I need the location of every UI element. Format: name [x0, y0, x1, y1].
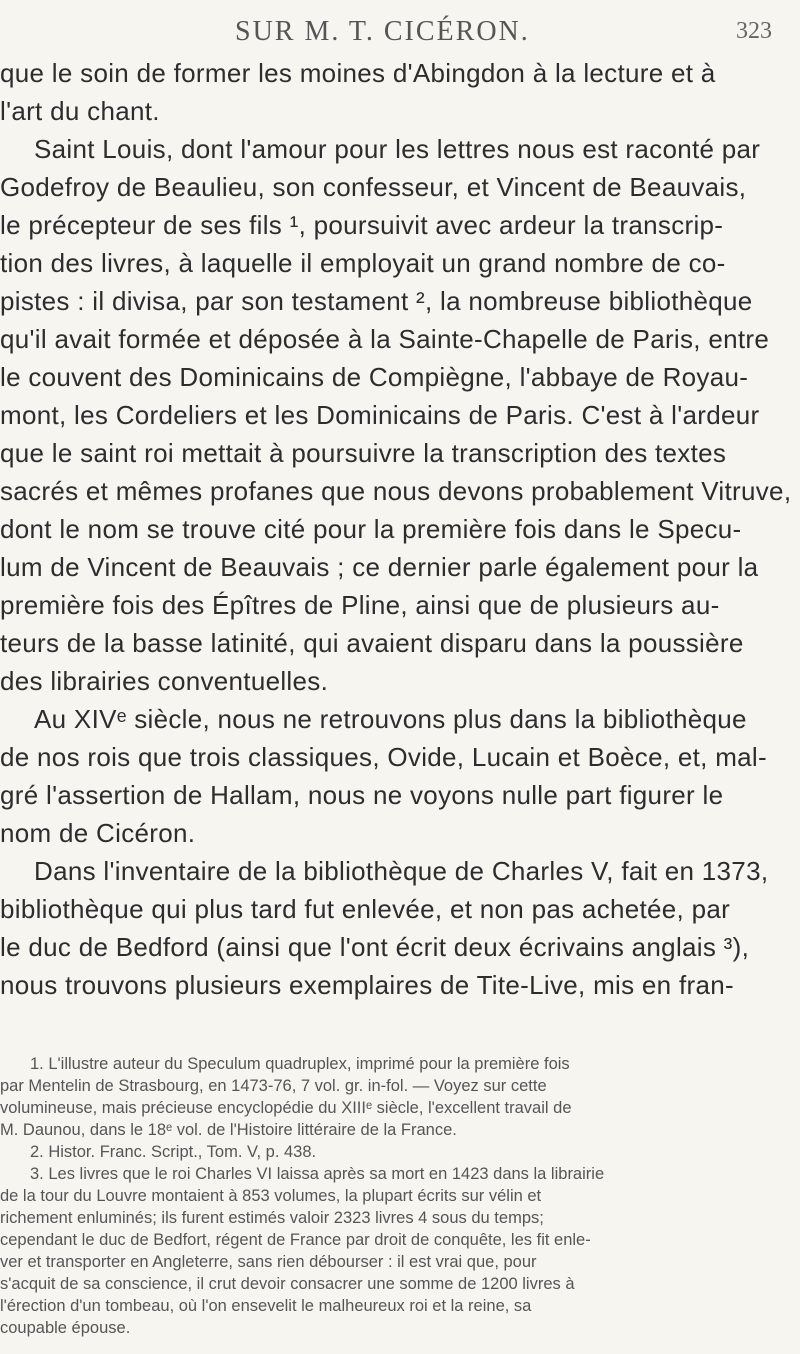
- text-line: bibliothèque qui plus tard fut enlevée, et non pas achetée, par: [0, 894, 731, 924]
- footnote-line: par Mentelin de Strasbourg, en 1473-76, 7 vol. gr. in-fol. — Voyez sur cette: [0, 1077, 547, 1095]
- footnote-line: cependant le duc de Bedfort, régent de France par droit de conquête, les fit enle-: [0, 1231, 591, 1249]
- text-line: mont, les Cordeliers et les Dominicains de Paris. C'est à l'ardeur: [0, 400, 760, 430]
- footnote-line: volumineuse, mais précieuse encyclopédie du XIIIᵉ siècle, l'excellent travail de: [0, 1099, 572, 1117]
- text-line: le duc de Bedford (ainsi que l'ont écrit deux écrivains anglais ³),: [0, 932, 750, 962]
- text-line: Dans l'inventaire de la bibliothèque de Charles V, fait en 1373,: [34, 856, 769, 886]
- text-line: première fois des Épîtres de Pline, ainsi que de plusieurs au-: [0, 590, 720, 620]
- footnote-line: ver et transporter en Angleterre, sans rien débourser : il est vrai que, pour: [0, 1253, 537, 1271]
- text-line: dont le nom se trouve cité pour la première fois dans le Specu-: [0, 514, 742, 544]
- text-line: nom de Cicéron.: [0, 818, 196, 848]
- text-line: l'art du chant.: [0, 96, 160, 126]
- text-line: le couvent des Dominicains de Compiègne, l'abbaye de Royau-: [0, 362, 749, 392]
- text-line: des librairies conventuelles.: [0, 666, 329, 696]
- text-line: gré l'assertion de Hallam, nous ne voyons nulle part figurer le: [0, 780, 724, 810]
- footnote-line: coupable épouse.: [0, 1319, 131, 1337]
- text-line: Saint Louis, dont l'amour pour les lettres nous est raconté par: [34, 134, 761, 164]
- running-head: [0, 16, 800, 56]
- footnote-line: de la tour du Louvre montaient à 853 volumes, la plupart écrits sur vélin et: [0, 1187, 542, 1205]
- page-number: 323: [736, 18, 772, 44]
- footnote-line: richement enluminés; ils furent estimés valoir 2323 livres 4 sous du temps;: [0, 1209, 544, 1227]
- text-line: qu'il avait formée et déposée à la Sainte-Chapelle de Paris, entre: [0, 324, 770, 354]
- text-line: tion des livres, à laquelle il employait un grand nombre de co-: [0, 248, 726, 278]
- text-line: Au XIVᵉ siècle, nous ne retrouvons plus dans la bibliothèque: [34, 704, 747, 734]
- text-line: le précepteur de ses fils ¹, poursuivit avec ardeur la transcrip-: [0, 210, 724, 240]
- text-line: teurs de la basse latinité, qui avaient disparu dans la poussière: [0, 628, 744, 658]
- footnote-line: M. Daunou, dans le 18ᵉ vol. de l'Histoire littéraire de la France.: [0, 1121, 457, 1139]
- running-title: SUR M. T. CICÉRON.: [235, 16, 530, 47]
- footnote-line: 2. Histor. Franc. Script., Tom. V, p. 438.: [30, 1143, 317, 1161]
- text-line: que le saint roi mettait à poursuivre la transcription des textes: [0, 438, 727, 468]
- footnote-line: s'acquit de sa conscience, il crut devoir consacrer une somme de 1200 livres à: [0, 1275, 575, 1293]
- text-line: Godefroy de Beaulieu, son confesseur, et Vincent de Beauvais,: [0, 172, 747, 202]
- text-line: pistes : il divisa, par son testament ², la nombreuse bibliothèque: [0, 286, 753, 316]
- text-line: lum de Vincent de Beauvais ; ce dernier parle également pour la: [0, 552, 759, 582]
- text-line: que le soin de former les moines d'Abingdon à la lecture et à: [0, 58, 716, 88]
- text-line: sacrés et mêmes profanes que nous devons probablement Vitruve,: [0, 476, 792, 506]
- text-line: nous trouvons plusieurs exemplaires de Tite-Live, mis en fran-: [0, 970, 734, 1000]
- footnote-line: 3. Les livres que le roi Charles VI laissa après sa mort en 1423 dans la librairie: [30, 1165, 605, 1183]
- footnote-line: l'érection d'un tombeau, où l'on ensevelit le malheureux roi et la reine, sa: [0, 1297, 532, 1315]
- text-line: de nos rois que trois classiques, Ovide, Lucain et Boèce, et, mal-: [0, 742, 767, 772]
- footnote-line: 1. L'illustre auteur du Speculum quadruplex, imprimé pour la première fois: [30, 1055, 570, 1073]
